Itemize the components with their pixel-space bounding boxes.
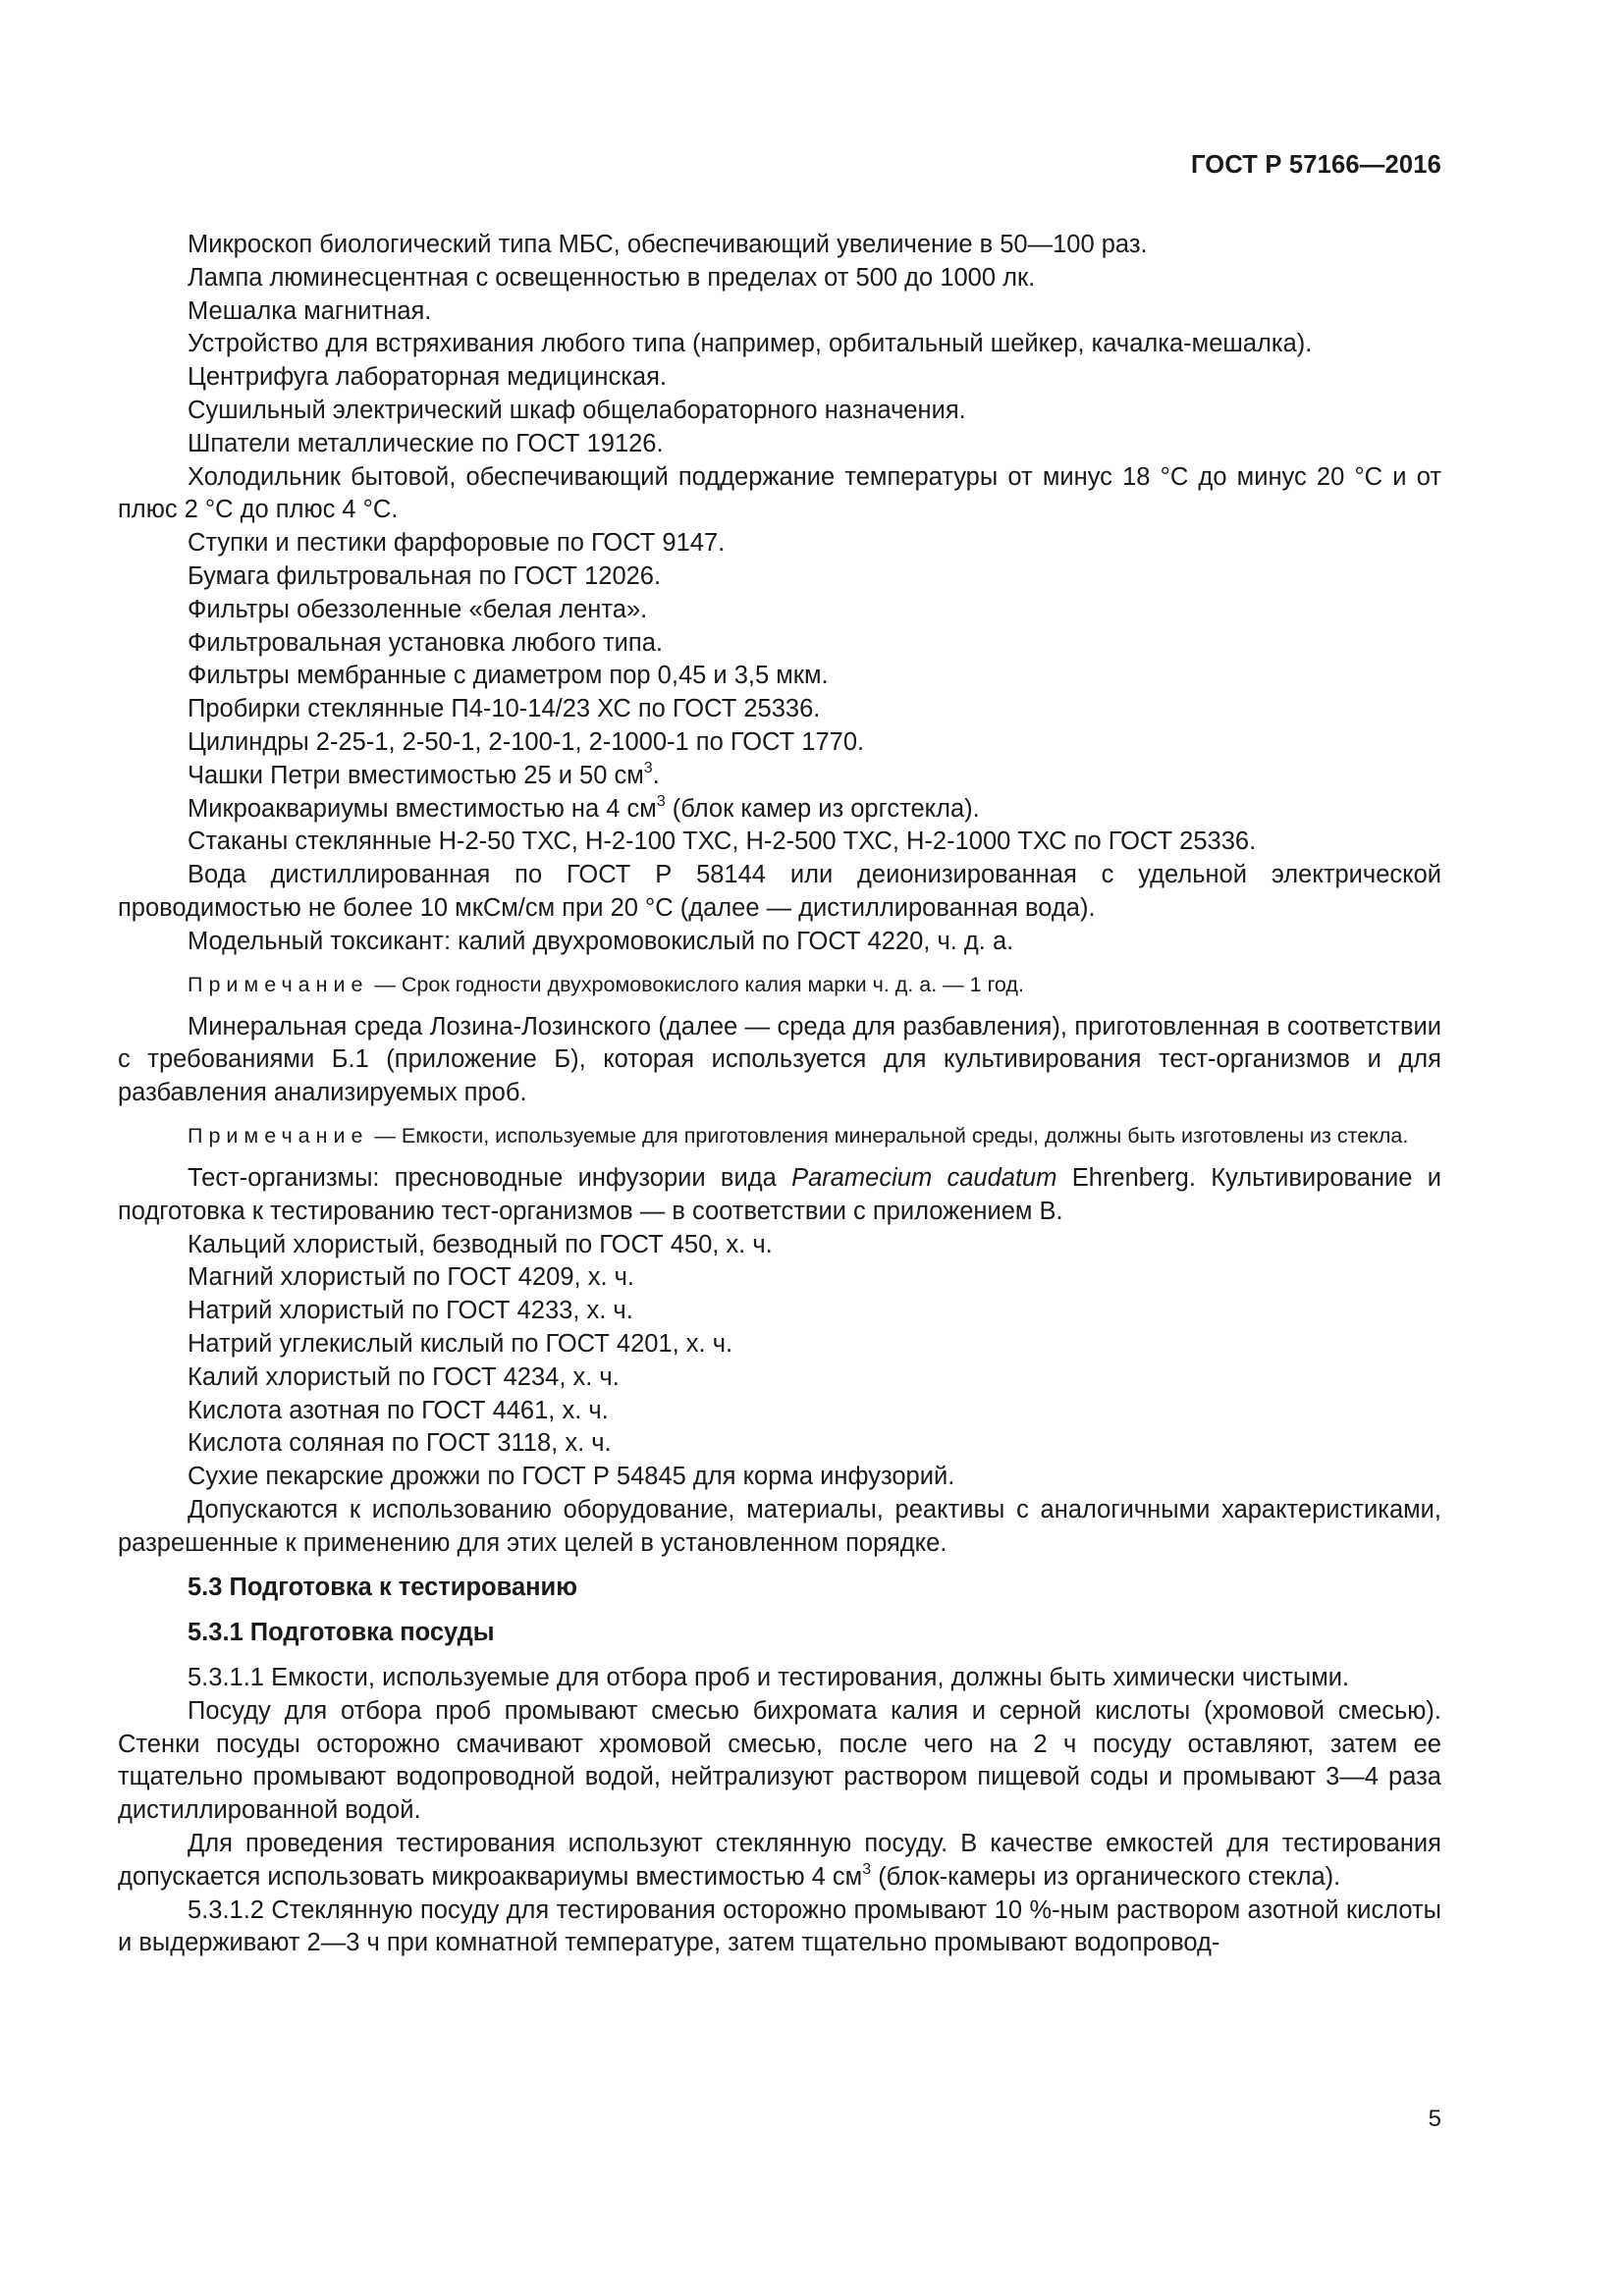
text-line: Цилиндры 2-25-1, 2-50-1, 2-100-1, 2-1000-1 по ГОСТ 1770. [188,727,865,756]
text-line: Устройство для встряхивания любого типа (например, орбитальный шейкер, качалка-мешалка). [188,330,1313,358]
note: Примечание — Емкости, используемые для приготовления минеральной среды, должны быть изготовлены из стекла. [188,1123,1409,1148]
text-line: Фильтры обеззоленные «белая лента». [188,595,648,623]
note: Примечание — Срок годности двухромовокислого калия марки ч. д. а. — 1 год. [188,972,1024,996]
text-line: Центрифуга лабораторная медицинская. [188,363,667,392]
note-label: Примечание [188,1123,369,1148]
text-line: Шпатели металлические по ГОСТ 19126. [188,429,664,457]
text-line: Калий хлористый по ГОСТ 4234, х. ч. [188,1362,620,1391]
paragraph-testing: Для проведения тестирования используют стеклянную посуду. В качестве емкостей для тестирования допускается использовать микроаквариумы вместимостью 4 $см^3$ (блок-камеры из органического стекла). [118,1830,1441,1891]
paragraph-water: Вода дистиллированная по ГОСТ Р 58144 или деионизированная с удельной электрической проводимостью не более 10 мкСм/см при 20 °С (далее — дистиллированная вода). [118,861,1441,922]
page-number: 5 [1428,2106,1441,2132]
paragraph-organisms: Тест-организмы: пресноводные инфузории вида Paramecium caudatum Ehrenberg. Культивирование и подготовка к тестированию тест-организмов — в соответствии с приложением В. [118,1163,1441,1225]
paragraph-5-3-1-2: 5.3.1.2 Стеклянную посуду для тестирования осторожно промывают 10 %-ным раствором азотной кислоты и выдерживают 2—3 ч при комнатной температуре, затем тщательно промывают водопровод- [118,1896,1441,1957]
paragraph-wash: Посуду для отбора проб промывают смесью бихромата калия и серной кислоты (хромовой смесью). Стенки посуды осторожно смачивают хромовой смесью, после чего на 2 ч посуду оставляют, затем ее тщательно промывают водопроводной водой, нейтрализуют раствором пищевой соды и промывают 3—4 раза дистиллированной водой. [118,1696,1441,1825]
text-line: Стаканы стеклянные Н-2-50 ТХС, Н-2-100 ТХС, Н-2-500 ТХС, Н-2-1000 ТХС по ГОСТ 25336. [188,828,1257,856]
text-line: Магний хлористый по ГОСТ 4209, х. ч. [188,1263,634,1292]
note-label: Примечание [188,972,369,996]
document-body [118,229,1441,1960]
text-line: Бумага фильтровальная по ГОСТ 12026. [188,561,662,590]
text-line: Натрий хлористый по ГОСТ 4233, х. ч. [188,1297,633,1325]
text-line: Пробирки стеклянные П4-10-14/23 ХС по ГОСТ 25336. [188,695,821,723]
section-heading: 5.3 Подготовка к тестированию [188,1574,578,1602]
text-line: Кислота соляная по ГОСТ 3118, х. ч. [188,1429,612,1458]
text-line: Ступки и пестики фарфоровые по ГОСТ 9147. [188,529,726,558]
text-line: Кислота азотная по ГОСТ 4461, х. ч. [188,1396,609,1424]
document-header: ГОСТ Р 57166—2016 [1190,151,1441,179]
paragraph-allowed: Допускаются к использованию оборудование, материалы, реактивы с аналогичными характеристиками, разрешенные к применению для этих целей в установленном порядке. [118,1495,1441,1557]
text-line-petri: Чашки Петри вместимостью 25 и 50 $см^3$. [188,759,660,789]
text-line: Лампа люминесцентная с освещенностью в пределах от 500 до 1000 лк. [188,263,1036,292]
text-line: Модельный токсикант: калий двухромовокислый по ГОСТ 4220, ч. д. а. [188,927,1014,955]
species-name: Paramecium caudatum [791,1163,1057,1192]
paragraph-medium: Минеральная среда Лозина-Лозинского (далее — среда для разбавления), приготовленная в соответствии с требованиями Б.1 (приложение Б), которая используется для культивирования тест-организмов и для разбавления анализируемых проб. [118,1012,1441,1107]
paragraph-fridge: Холодильник бытовой, обеспечивающий поддержание температуры от минус 18 °С до минус 20 °С и от плюс 2 °С до плюс 4 °С. [118,462,1441,524]
paragraph-5-3-1-1: 5.3.1.1 Емкости, используемые для отбора проб и тестирования, должны быть химически чистыми. [188,1664,1350,1692]
text-line: Сушильный электрический шкаф общелабораторного назначения. [188,396,966,424]
text-line: Мешалка магнитная. [188,296,432,325]
text-line: Микроскоп биологический типа МБС, обеспечивающий увеличение в 50—100 раз. [188,231,1148,258]
text-line: Сухие пекарские дрожжи по ГОСТ Р 54845 для корма инфузорий. [188,1463,955,1491]
text-line: Кальций хлористый, безводный по ГОСТ 450, х. ч. [188,1230,773,1258]
text-line: Фильтры мембранные с диаметром пор 0,45 и 3,5 мкм. [188,662,829,690]
text-line: Фильтровальная установка любого типа. [188,628,663,657]
text-line-microaquarium: Микроаквариумы вместимостью на 4 $см^3$ (блок камер из оргстекла). [188,792,980,823]
text-line: Натрий углекислый кислый по ГОСТ 4201, х. ч. [188,1329,733,1358]
subsection-heading: 5.3.1 Подготовка посуды [188,1619,495,1647]
